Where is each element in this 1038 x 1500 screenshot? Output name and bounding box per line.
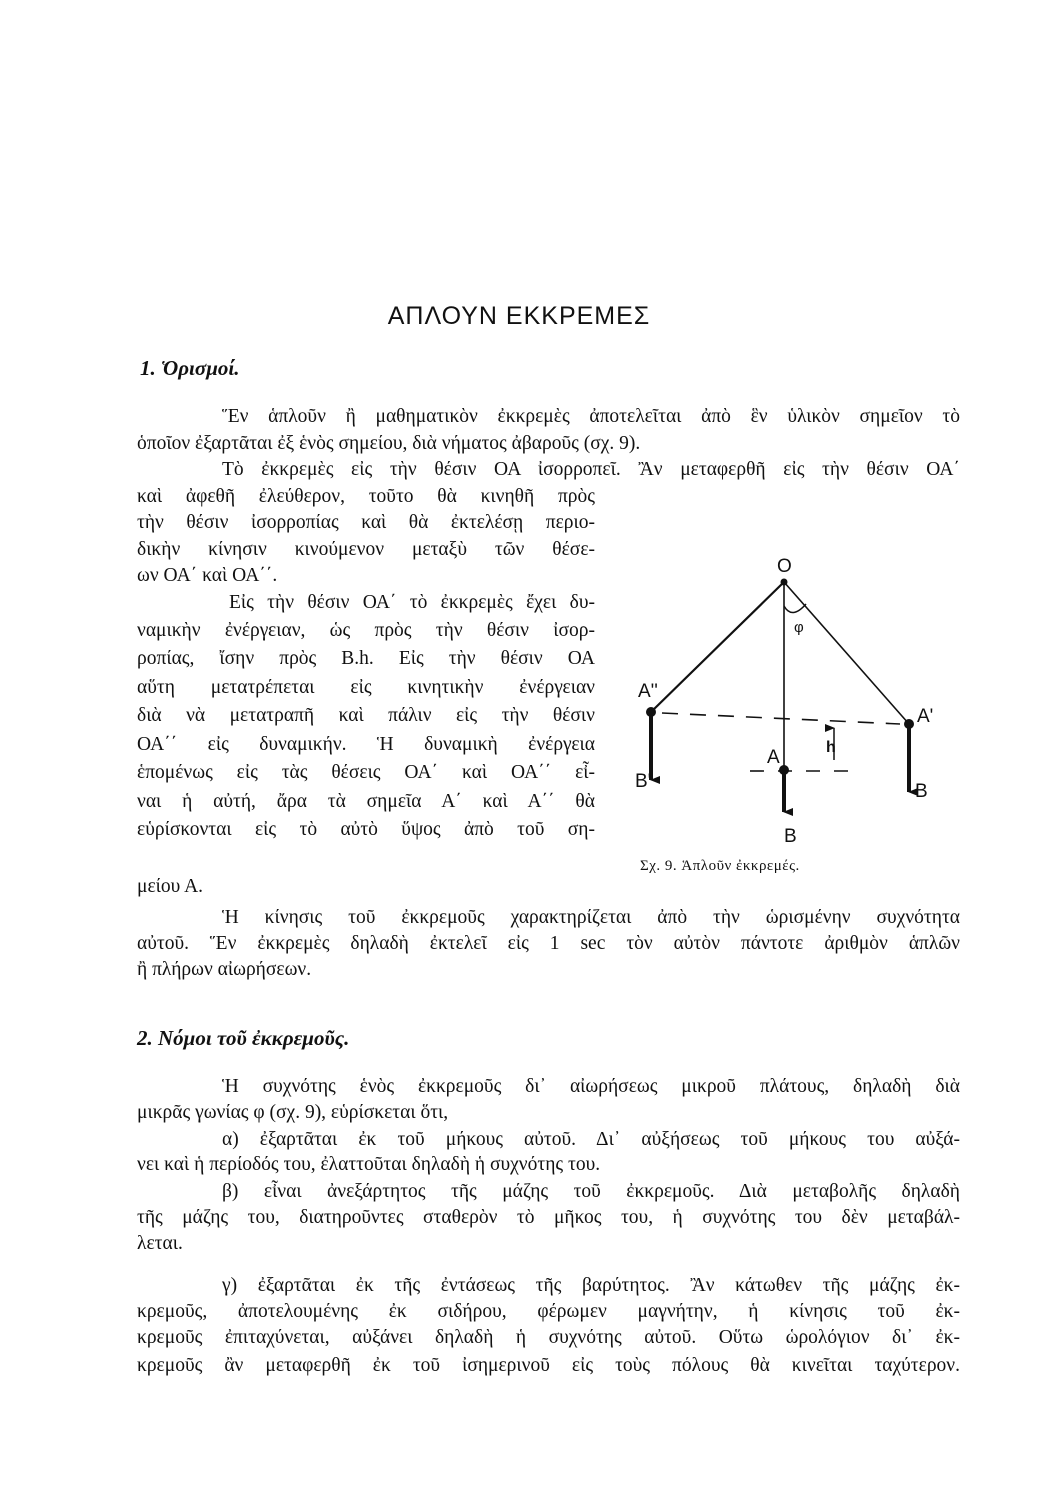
text-line: Ἕν ἁπλοῦν ἢ μαθηματικὸν ἐκκρεμὲς ἀποτελεῖται ἀπὸ ἓν ὑλικὸν σημεῖον τὸ	[222, 406, 960, 427]
label-O: O	[777, 556, 792, 577]
label-B-left: B'	[635, 771, 652, 792]
text-line: ἑπομένως εἰς τὰς θέσεις ΟΑ΄ καὶ ΟΑ΄΄ εἶ-	[137, 762, 595, 783]
text-line: ναι ἡ αὐτή, ἄρα τὰ σημεῖα Α΄ καὶ Α΄΄ θὰ	[137, 791, 595, 812]
text-line: αὐτοῦ. Ἕν ἐκκρεμὲς δηλαδὴ ἐκτελεῖ εἰς 1 sec τὸν αὐτὸν πάντοτε ἀριθμὸν ἁπλῶν	[137, 933, 960, 954]
text-line: λεται.	[137, 1233, 183, 1254]
dashed-level-top	[662, 713, 900, 724]
string-right	[784, 582, 909, 724]
page-title: ΑΠΛΟΥΝ ΕΚΚΡΕΜΕΣ	[387, 302, 651, 330]
text-line: ροπίας, ἴσην πρὸς Β.h. Εἰς τὴν θέσιν ΟΑ	[137, 648, 595, 669]
pendulum-figure	[600, 550, 980, 850]
section-heading-laws: 2. Νόμοι τοῦ ἐκκρεμοῦς.	[137, 1026, 350, 1050]
text-line: αὕτη μετατρέπεται εἰς κινητικὴν ἐνέργειαν	[137, 677, 595, 698]
angle-arc	[784, 604, 806, 613]
text-line: ΟΑ΄΄ εἰς δυναμικήν. Ἡ δυναμικὴ ἐνέργεια	[137, 734, 595, 755]
text-line: μείου Α.	[137, 876, 204, 897]
text-line: Ἡ συχνότης ἑνὸς ἐκκρεμοῦς δι᾽ αἰωρήσεως μικροῦ πλάτους, δηλαδὴ διὰ	[222, 1076, 960, 1097]
figure-caption: Σχ. 9. Ἁπλοῦν ἐκκρεμές.	[640, 858, 800, 874]
text-line: καὶ ἀφεθῆ ἐλεύθερον, τοῦτο θὰ κινηθῆ πρὸς	[137, 486, 595, 507]
text-line: Τὸ ἐκκρεμὲς εἰς τὴν θέσιν ΟΑ ἰσορροπεῖ. Ἂν μεταφερθῆ εἰς τὴν θέσιν ΟΑ΄	[222, 459, 960, 480]
label-h: h	[826, 739, 836, 756]
text-line: Ἡ κίνησις τοῦ ἐκκρεμοῦς χαρακτηρίζεται ἀπὸ τὴν ὡρισμένην συχνότητα	[222, 907, 960, 928]
text-line: διὰ νὰ μετατραπῆ καὶ πάλιν εἰς τὴν θέσιν	[137, 705, 595, 726]
label-A-single: A'	[917, 706, 934, 727]
text-line: ναμικὴν ἐνέργειαν, ὡς πρὸς τὴν θέσιν ἰσορ-	[137, 620, 595, 641]
text-line: μικρᾶς γωνίας φ (σχ. 9), εὑρίσκεται ὅτι,	[137, 1102, 449, 1123]
text-line: κρεμοῦς, ἀποτελουμένης ἐκ σιδήρου, φέρωμεν μαγνήτην, ἡ κίνησις τοῦ ἐκ-	[137, 1301, 960, 1322]
string-left	[651, 582, 784, 712]
text-line: α) ἐξαρτᾶται ἐκ τοῦ μήκους αὐτοῦ. Δι᾽ αὐξήσεως τοῦ μήκους του αὐξά-	[222, 1129, 960, 1150]
text-line: τὴν θέσιν ἰσορροπίας καὶ θὰ ἐκτελέσῃ περιο-	[137, 512, 595, 533]
text-line: τῆς μάζης του, διατηροῦντες σταθερὸν τὸ μῆκος του, ἡ συχνότης του δὲν μεταβάλ-	[137, 1207, 960, 1228]
text-line: ὁποῖον ἐξαρτᾶται ἐξ ἑνὸς σημείου, διὰ νήματος ἀβαροῦς (σχ. 9).	[137, 433, 641, 454]
text-line: νει καὶ ἡ περίοδός του, ἐλαττοῦται δηλαδὴ ἡ συχνότης του.	[137, 1154, 601, 1175]
text-line: γ) ἐξαρτᾶται ἐκ τῆς ἐντάσεως τῆς βαρύτητος. Ἂν κάτωθεν τῆς μάζης ἐκ-	[222, 1275, 960, 1296]
text-line: ων ΟΑ΄ καὶ ΟΑ΄΄.	[137, 565, 278, 586]
label-B-center: B	[784, 826, 797, 847]
text-line: Εἰς τὴν θέσιν ΟΑ΄ τὸ ἐκκρεμὲς ἔχει δυ-	[229, 592, 595, 613]
text-line: κρεμοῦς ἐπιταχύνεται, αὐξάνει δηλαδὴ ἡ συχνότης αὐτοῦ. Οὕτω ὡρολόγιον δι᾽ ἐκ-	[137, 1327, 960, 1348]
text-line: δικὴν κίνησιν κινούμενον μεταξὺ τῶν θέσε-	[137, 539, 595, 560]
label-B-right: B	[915, 781, 928, 802]
text-line: ἢ πλήρων αἰωρήσεων.	[137, 959, 312, 980]
label-A-double: A''	[638, 681, 658, 702]
text-line: κρεμοῦς ἂν μεταφερθῆ ἐκ τοῦ ἰσημερινοῦ εἰς τοὺς πόλους θὰ κινεῖται ταχύτερον.	[137, 1355, 960, 1376]
label-A: A	[767, 747, 780, 768]
section-heading-definitions: 1. Ὁρισμοί.	[140, 356, 240, 380]
text-line: β) εἶναι ἀνεξάρτητος τῆς μάζης τοῦ ἐκκρεμοῦς. Διὰ μεταβολῆς δηλαδὴ	[222, 1181, 960, 1202]
label-phi: φ	[794, 619, 804, 636]
text-line: εὑρίσκονται εἰς τὸ αὐτὸ ὕψος ἀπὸ τοῦ ση-	[137, 819, 595, 840]
